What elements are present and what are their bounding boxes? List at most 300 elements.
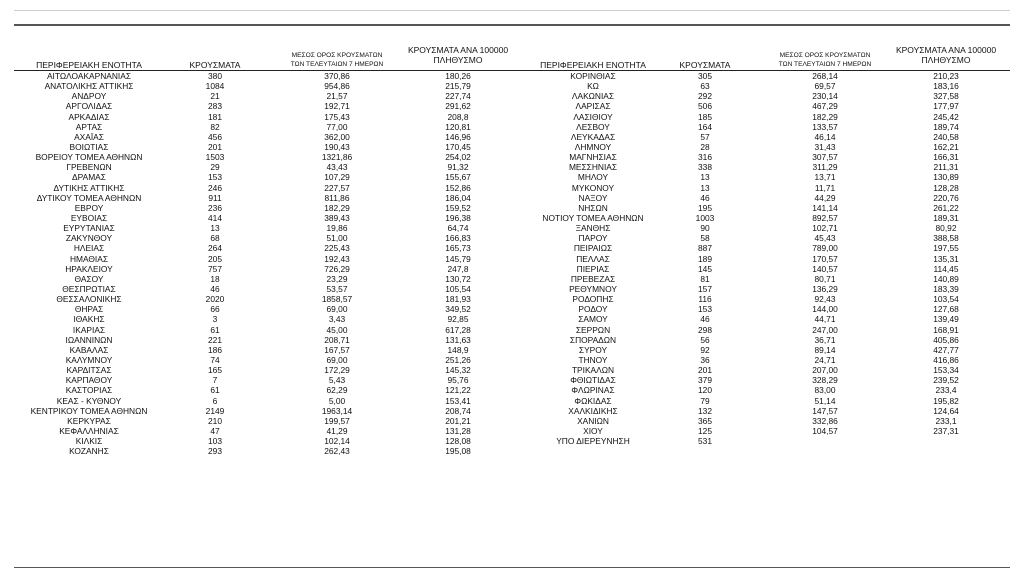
avg7-cell: 268,14 bbox=[812, 71, 838, 81]
region-cell: ΛΑΣΙΘΙΟΥ bbox=[573, 111, 613, 122]
per100k-cell: 130,72 bbox=[445, 273, 471, 284]
per100k-cell: 128,28 bbox=[933, 182, 959, 193]
left-header-avg7-line1: ΜΕΣΟΣ ΟΡΟΣ ΚΡΟΥΣΜΑΤΩΝ bbox=[291, 52, 383, 59]
table-row bbox=[0, 183, 1024, 193]
table-row bbox=[0, 81, 1024, 91]
left-header-avg7 bbox=[268, 51, 406, 69]
region-cell: ΚΟΡΙΝΘΙΑΣ bbox=[570, 71, 616, 81]
per100k-cell: 233,4 bbox=[935, 385, 957, 396]
region-cell: ΚΑΛΥΜΝΟΥ bbox=[65, 354, 113, 365]
table-row bbox=[0, 254, 1024, 264]
avg7-cell: 199,57 bbox=[324, 415, 350, 426]
cases-cell: 506 bbox=[698, 101, 712, 112]
avg7-cell: 5,43 bbox=[328, 375, 346, 386]
region-cell: ΦΩΚΙΔΑΣ bbox=[574, 395, 612, 406]
per100k-cell: 159,52 bbox=[445, 202, 471, 213]
cases-cell: 13 bbox=[700, 182, 710, 193]
cases-cell: 21 bbox=[210, 91, 220, 102]
per100k-cell: 233,1 bbox=[935, 415, 957, 426]
avg7-cell: 44,71 bbox=[814, 314, 836, 325]
per100k-cell: 201,21 bbox=[445, 415, 471, 426]
cases-cell: 145 bbox=[698, 263, 712, 274]
per100k-cell: 165,73 bbox=[445, 243, 471, 254]
region-cell: ΗΡΑΚΛΕΙΟΥ bbox=[65, 263, 113, 274]
cases-cell: 181 bbox=[208, 111, 222, 122]
region-cell: ΙΚΑΡΙΑΣ bbox=[72, 324, 106, 335]
avg7-cell: 328,29 bbox=[812, 375, 838, 386]
avg7-cell: 46,14 bbox=[814, 131, 836, 142]
per100k-cell: 220,76 bbox=[933, 192, 959, 203]
table-row bbox=[0, 396, 1024, 406]
per100k-cell: 189,31 bbox=[933, 212, 959, 223]
region-cell: ΧΑΝΙΩΝ bbox=[577, 415, 609, 426]
avg7-cell: 69,57 bbox=[814, 81, 836, 92]
cases-cell: 365 bbox=[698, 415, 712, 426]
cases-cell: 58 bbox=[700, 233, 710, 244]
avg7-cell: 21,57 bbox=[326, 91, 348, 102]
left-header-per100k-line1: ΚΡΟΥΣΜΑΤΑ ΑΝΑ 100000 bbox=[407, 45, 509, 55]
avg7-cell: 31,43 bbox=[814, 141, 836, 152]
region-cell: ΓΡΕΒΕΝΩΝ bbox=[66, 162, 112, 173]
per100k-cell: 261,22 bbox=[933, 202, 959, 213]
per100k-cell: 91,32 bbox=[447, 162, 469, 173]
region-cell: ΚΙΛΚΙΣ bbox=[75, 436, 103, 447]
avg7-cell: 41,29 bbox=[326, 425, 348, 436]
cases-cell: 7 bbox=[212, 375, 218, 386]
cases-cell: 164 bbox=[698, 121, 712, 132]
avg7-cell: 23,29 bbox=[326, 273, 348, 284]
cases-cell: 29 bbox=[210, 162, 220, 173]
right-table-body bbox=[0, 71, 1024, 446]
region-cell: ΜΕΣΣΗΝΙΑΣ bbox=[568, 162, 618, 173]
table-row bbox=[0, 152, 1024, 162]
avg7-cell: 182,29 bbox=[324, 202, 350, 213]
table-row bbox=[0, 203, 1024, 213]
cases-cell: 61 bbox=[210, 385, 220, 396]
per100k-cell: 186,04 bbox=[445, 192, 471, 203]
region-cell: ΑΝΔΡΟΥ bbox=[71, 91, 107, 102]
region-cell: ΑΧΑΪΑΣ bbox=[74, 131, 104, 142]
region-cell: ΤΡΙΚΑΛΩΝ bbox=[571, 365, 615, 376]
per100k-cell: 114,45 bbox=[933, 263, 959, 274]
table-row bbox=[0, 375, 1024, 385]
region-cell: ΛΕΥΚΑΔΑΣ bbox=[570, 131, 616, 142]
region-cell: ΔΥΤΙΚΗΣ ΑΤΤΙΚΗΣ bbox=[53, 182, 125, 193]
region-cell: ΚΟΖΑΝΗΣ bbox=[69, 446, 109, 457]
right-header-cases: ΚΡΟΥΣΜΑΤΑ bbox=[679, 60, 731, 70]
cases-cell: 887 bbox=[698, 243, 712, 254]
table-row bbox=[0, 193, 1024, 203]
table-row bbox=[0, 122, 1024, 132]
avg7-cell: 144,00 bbox=[812, 304, 838, 315]
table-row bbox=[0, 274, 1024, 284]
per100k-cell: 291,62 bbox=[445, 101, 471, 112]
per100k-cell: 170,45 bbox=[445, 141, 471, 152]
region-cell: ΠΡΕΒΕΖΑΣ bbox=[570, 273, 616, 284]
region-cell: ΘΑΣΟΥ bbox=[74, 273, 104, 284]
table-row bbox=[0, 304, 1024, 314]
avg7-cell: 227,57 bbox=[324, 182, 350, 193]
cases-cell: 46 bbox=[700, 314, 710, 325]
avg7-cell: 83,00 bbox=[814, 385, 836, 396]
cases-cell: 201 bbox=[208, 141, 222, 152]
per100k-cell: 166,31 bbox=[933, 152, 959, 163]
region-cell: ΡΟΔΟΠΗΣ bbox=[572, 294, 614, 305]
cases-cell: 757 bbox=[208, 263, 222, 274]
region-cell: ΠΑΡΟΥ bbox=[578, 233, 608, 244]
avg7-cell: 175,43 bbox=[324, 111, 350, 122]
cases-cell: 264 bbox=[208, 243, 222, 254]
table-row bbox=[0, 426, 1024, 436]
per100k-cell: 124,64 bbox=[933, 405, 959, 416]
cases-cell: 2020 bbox=[205, 294, 225, 305]
per100k-cell: 327,58 bbox=[933, 91, 959, 102]
avg7-cell: 102,14 bbox=[324, 436, 350, 447]
region-cell: ΘΕΣΠΡΩΤΙΑΣ bbox=[62, 283, 116, 294]
avg7-cell: 104,57 bbox=[812, 425, 838, 436]
table-row bbox=[0, 446, 520, 456]
region-cell: ΚΑΣΤΟΡΙΑΣ bbox=[65, 385, 113, 396]
per100k-cell: 146,96 bbox=[445, 131, 471, 142]
cases-cell: 205 bbox=[208, 253, 222, 264]
per100k-cell: 140,89 bbox=[933, 273, 959, 284]
per100k-cell: 168,91 bbox=[933, 324, 959, 335]
cases-cell: 1084 bbox=[205, 81, 225, 92]
region-cell: ΛΗΜΝΟΥ bbox=[574, 141, 612, 152]
per100k-cell: 211,31 bbox=[933, 162, 959, 173]
per100k-cell: 103,54 bbox=[933, 294, 959, 305]
per100k-cell: 181,93 bbox=[445, 294, 471, 305]
avg7-cell: 192,71 bbox=[324, 101, 350, 112]
table-row bbox=[0, 142, 1024, 152]
avg7-cell: 51,00 bbox=[326, 233, 348, 244]
avg7-cell: 62,29 bbox=[326, 385, 348, 396]
region-cell: ΠΕΛΛΑΣ bbox=[576, 253, 610, 264]
per100k-cell: 145,32 bbox=[445, 365, 471, 376]
region-cell: ΑΡΓΟΛΙΔΑΣ bbox=[65, 101, 113, 112]
top-rule-dark bbox=[14, 24, 1010, 26]
per100k-cell: 145,79 bbox=[445, 253, 471, 264]
right-header-per100k bbox=[882, 45, 1010, 65]
avg7-cell: 140,57 bbox=[812, 263, 838, 274]
table-row bbox=[0, 162, 1024, 172]
region-cell: ΛΑΚΩΝΙΑΣ bbox=[571, 91, 615, 102]
cases-cell: 316 bbox=[698, 152, 712, 163]
cases-cell: 90 bbox=[700, 223, 710, 234]
cases-cell: 2149 bbox=[205, 405, 225, 416]
cases-cell: 81 bbox=[700, 273, 710, 284]
avg7-cell: 811,86 bbox=[324, 192, 350, 203]
region-cell: ΧΙΟΥ bbox=[583, 425, 603, 436]
avg7-cell: 230,14 bbox=[812, 91, 838, 102]
cases-cell: 74 bbox=[210, 354, 220, 365]
per100k-cell: 120,81 bbox=[445, 121, 471, 132]
region-cell: ΠΕΙΡΑΙΩΣ bbox=[573, 243, 613, 254]
per100k-cell: 183,39 bbox=[933, 283, 959, 294]
per100k-cell: 210,23 bbox=[933, 71, 959, 81]
cases-cell: 292 bbox=[698, 91, 712, 102]
cases-cell: 153 bbox=[698, 304, 712, 315]
avg7-cell: 107,29 bbox=[324, 172, 350, 183]
avg7-cell: 13,71 bbox=[814, 172, 836, 183]
region-cell: ΠΙΕΡΙΑΣ bbox=[576, 263, 610, 274]
avg7-cell: 467,29 bbox=[812, 101, 838, 112]
region-cell: ΚΑΡΠΑΘΟΥ bbox=[65, 375, 113, 386]
region-cell: ΛΕΣΒΟΥ bbox=[576, 121, 610, 132]
region-cell: ΣΥΡΟΥ bbox=[578, 344, 608, 355]
avg7-cell: 311,29 bbox=[812, 162, 838, 173]
region-cell: ΒΟΡΕΙΟΥ ΤΟΜΕΑ ΑΘΗΝΩΝ bbox=[35, 152, 143, 163]
region-cell: ΚΕΦΑΛΛΗΝΙΑΣ bbox=[59, 425, 119, 436]
per100k-cell: 197,55 bbox=[933, 243, 959, 254]
region-cell: ΒΟΙΩΤΙΑΣ bbox=[69, 141, 109, 152]
avg7-cell: 43,43 bbox=[326, 162, 348, 173]
table-row bbox=[0, 314, 1024, 324]
per100k-cell: 105,54 bbox=[445, 283, 471, 294]
table-row bbox=[0, 436, 1024, 446]
avg7-cell: 136,29 bbox=[812, 283, 838, 294]
per100k-cell: 153,34 bbox=[933, 365, 959, 376]
avg7-cell: 133,57 bbox=[812, 121, 838, 132]
left-header-per100k bbox=[396, 45, 520, 65]
per100k-cell: 416,86 bbox=[933, 354, 959, 365]
cases-cell: 236 bbox=[208, 202, 222, 213]
avg7-cell: 389,43 bbox=[324, 212, 350, 223]
per100k-cell: 177,97 bbox=[933, 101, 959, 112]
per100k-cell: 80,92 bbox=[935, 223, 957, 234]
per100k-cell: 183,16 bbox=[933, 81, 959, 92]
per100k-cell: 162,21 bbox=[933, 141, 959, 152]
per100k-cell: 131,63 bbox=[445, 334, 471, 345]
per100k-cell: 195,08 bbox=[445, 446, 471, 457]
avg7-cell: 80,71 bbox=[814, 273, 836, 284]
avg7-cell: 182,29 bbox=[812, 111, 838, 122]
per100k-cell: 388,58 bbox=[933, 233, 959, 244]
cases-cell: 414 bbox=[208, 212, 222, 223]
cases-cell: 103 bbox=[208, 436, 222, 447]
table-row bbox=[0, 223, 1024, 233]
avg7-cell: 147,57 bbox=[812, 405, 838, 416]
cases-cell: 305 bbox=[698, 71, 712, 81]
cases-cell: 221 bbox=[208, 334, 222, 345]
table-row bbox=[0, 71, 1024, 81]
region-cell: ΔΡΑΜΑΣ bbox=[72, 172, 106, 183]
cases-cell: 82 bbox=[210, 121, 220, 132]
cases-cell: 165 bbox=[208, 365, 222, 376]
cases-cell: 92 bbox=[700, 344, 710, 355]
cases-cell: 61 bbox=[210, 324, 220, 335]
cases-cell: 293 bbox=[208, 446, 222, 457]
region-cell: ΧΑΛΚΙΔΙΚΗΣ bbox=[568, 405, 618, 416]
avg7-cell: 11,71 bbox=[814, 182, 836, 193]
per100k-cell: 195,82 bbox=[933, 395, 959, 406]
avg7-cell: 1321,86 bbox=[321, 152, 353, 163]
avg7-cell: 1963,14 bbox=[321, 405, 353, 416]
cases-cell: 380 bbox=[208, 71, 222, 81]
region-cell: ΕΥΒΟΙΑΣ bbox=[70, 212, 108, 223]
avg7-cell: 102,71 bbox=[812, 223, 838, 234]
cases-cell: 456 bbox=[208, 131, 222, 142]
region-cell: ΚΕΑΣ - ΚΥΘΝΟΥ bbox=[56, 395, 122, 406]
per100k-cell: 227,74 bbox=[445, 91, 471, 102]
region-cell: ΝΟΤΙΟΥ ΤΟΜΕΑ ΑΘΗΝΩΝ bbox=[542, 212, 644, 223]
table-row bbox=[0, 345, 1024, 355]
cases-cell: 28 bbox=[700, 141, 710, 152]
left-header-cases: ΚΡΟΥΣΜΑΤΑ bbox=[189, 60, 241, 70]
per100k-cell: 617,28 bbox=[445, 324, 471, 335]
region-cell: ΑΡΤΑΣ bbox=[75, 121, 103, 132]
table-row bbox=[0, 243, 1024, 253]
cases-cell: 298 bbox=[698, 324, 712, 335]
avg7-cell: 370,86 bbox=[324, 71, 350, 81]
avg7-cell: 167,57 bbox=[324, 344, 350, 355]
cases-cell: 379 bbox=[698, 375, 712, 386]
avg7-cell: 892,57 bbox=[812, 212, 838, 223]
left-header-avg7-line2: ΤΩΝ ΤΕΛΕΥΤΑΙΩΝ 7 ΗΜΕΡΩΝ bbox=[290, 61, 384, 68]
per100k-cell: 349,52 bbox=[445, 304, 471, 315]
cases-cell: 66 bbox=[210, 304, 220, 315]
cases-cell: 125 bbox=[698, 425, 712, 436]
table-row bbox=[0, 406, 1024, 416]
avg7-cell: 362,00 bbox=[324, 131, 350, 142]
per100k-cell: 237,31 bbox=[933, 425, 959, 436]
cases-cell: 116 bbox=[698, 294, 712, 305]
cases-cell: 57 bbox=[700, 131, 710, 142]
table-row bbox=[0, 385, 1024, 395]
avg7-cell: 1858,57 bbox=[321, 294, 353, 305]
cases-cell: 157 bbox=[698, 283, 712, 294]
per100k-cell: 148,9 bbox=[447, 344, 469, 355]
per100k-cell: 196,38 bbox=[445, 212, 471, 223]
per100k-cell: 254,02 bbox=[445, 152, 471, 163]
per100k-cell: 128,08 bbox=[445, 436, 471, 447]
region-cell: ΜΥΚΟΝΟΥ bbox=[571, 182, 615, 193]
table-row bbox=[0, 284, 1024, 294]
table-row bbox=[0, 416, 1024, 426]
cases-cell: 46 bbox=[210, 283, 220, 294]
avg7-cell: 45,00 bbox=[326, 324, 348, 335]
per100k-cell: 239,52 bbox=[933, 375, 959, 386]
table-row bbox=[0, 365, 1024, 375]
avg7-cell: 69,00 bbox=[326, 354, 348, 365]
region-cell: ΘΗΡΑΣ bbox=[74, 304, 104, 315]
left-header-per100k-line2: ΠΛΗΘΥΣΜΟ bbox=[433, 55, 483, 65]
cases-cell: 56 bbox=[700, 334, 710, 345]
avg7-cell: 141,14 bbox=[812, 202, 838, 213]
per100k-cell: 245,42 bbox=[933, 111, 959, 122]
per100k-cell: 208,74 bbox=[445, 405, 471, 416]
region-cell: ΥΠΟ ΔΙΕΡΕΥΝΗΣΗ bbox=[556, 436, 630, 447]
table-row bbox=[0, 132, 1024, 142]
cases-cell: 1503 bbox=[205, 152, 225, 163]
cases-cell: 246 bbox=[208, 182, 222, 193]
region-cell: ΕΥΡΥΤΑΝΙΑΣ bbox=[63, 223, 115, 234]
right-header-avg7-line2: ΤΩΝ ΤΕΛΕΥΤΑΙΩΝ 7 ΗΜΕΡΩΝ bbox=[778, 61, 872, 68]
left-header-region: ΠΕΡΙΦΕΡΕΙΑΚΗ ΕΝΟΤΗΤΑ bbox=[36, 60, 142, 70]
cases-cell: 18 bbox=[210, 273, 220, 284]
cases-cell: 195 bbox=[698, 202, 712, 213]
avg7-cell: 172,29 bbox=[324, 365, 350, 376]
region-cell: ΚΑΒΑΛΑΣ bbox=[69, 344, 109, 355]
avg7-cell: 45,43 bbox=[814, 233, 836, 244]
avg7-cell: 190,43 bbox=[324, 141, 350, 152]
region-cell: ΚΩ bbox=[587, 81, 599, 92]
cases-cell: 68 bbox=[210, 233, 220, 244]
avg7-cell: 170,57 bbox=[812, 253, 838, 264]
per100k-cell: 153,41 bbox=[445, 395, 471, 406]
cases-cell: 13 bbox=[700, 172, 710, 183]
region-cell: ΙΘΑΚΗΣ bbox=[73, 314, 105, 325]
cases-cell: 6 bbox=[212, 395, 218, 406]
avg7-cell: 207,00 bbox=[812, 365, 838, 376]
table-row bbox=[0, 335, 1024, 345]
avg7-cell: 954,86 bbox=[324, 81, 350, 92]
region-cell: ΤΗΝΟΥ bbox=[578, 354, 608, 365]
avg7-cell: 208,71 bbox=[324, 334, 350, 345]
region-cell: ΗΛΕΙΑΣ bbox=[73, 243, 105, 254]
region-cell: ΑΙΤΩΛΟΑΚΑΡΝΑΝΙΑΣ bbox=[46, 71, 132, 81]
top-rule-light bbox=[14, 10, 1010, 11]
per100k-cell: 131,28 bbox=[445, 425, 471, 436]
per100k-cell: 405,86 bbox=[933, 334, 959, 345]
per100k-cell: 208,8 bbox=[447, 111, 469, 122]
region-cell: ΦΘΙΩΤΙΔΑΣ bbox=[570, 375, 616, 386]
region-cell: ΣΠΟΡΑΔΩΝ bbox=[569, 334, 617, 345]
avg7-cell: 5,00 bbox=[328, 395, 346, 406]
region-cell: ΛΑΡΙΣΑΣ bbox=[575, 101, 611, 112]
cases-cell: 210 bbox=[208, 415, 222, 426]
region-cell: ΦΛΩΡΙΝΑΣ bbox=[571, 385, 615, 396]
cases-cell: 186 bbox=[208, 344, 222, 355]
per100k-cell: 427,77 bbox=[933, 344, 959, 355]
cases-cell: 46 bbox=[700, 192, 710, 203]
avg7-cell: 192,43 bbox=[324, 253, 350, 264]
avg7-cell: 726,29 bbox=[324, 263, 350, 274]
cases-cell: 120 bbox=[698, 385, 712, 396]
cases-cell: 283 bbox=[208, 101, 222, 112]
cases-cell: 13 bbox=[210, 223, 220, 234]
avg7-cell: 24,71 bbox=[814, 354, 836, 365]
per100k-cell: 127,68 bbox=[933, 304, 959, 315]
table-row bbox=[0, 294, 1024, 304]
avg7-cell: 51,14 bbox=[814, 395, 836, 406]
cases-cell: 531 bbox=[698, 436, 712, 447]
table-row bbox=[0, 213, 1024, 223]
per100k-cell: 130,89 bbox=[933, 172, 959, 183]
right-header-per100k-line2: ΠΛΗΘΥΣΜΟ bbox=[921, 55, 971, 65]
avg7-cell: 44,29 bbox=[814, 192, 836, 203]
right-header-avg7-line1: ΜΕΣΟΣ ΟΡΟΣ ΚΡΟΥΣΜΑΤΩΝ bbox=[779, 52, 871, 59]
region-cell: ΣΕΡΡΩΝ bbox=[575, 324, 611, 335]
cases-cell: 36 bbox=[700, 354, 710, 365]
avg7-cell: 92,43 bbox=[814, 294, 836, 305]
region-cell: ΚΑΡΔΙΤΣΑΣ bbox=[66, 365, 112, 376]
cases-cell: 47 bbox=[210, 425, 220, 436]
region-cell: ΣΑΜΟΥ bbox=[578, 314, 608, 325]
avg7-cell: 89,14 bbox=[814, 344, 836, 355]
cases-cell: 189 bbox=[698, 253, 712, 264]
avg7-cell: 36,71 bbox=[814, 334, 836, 345]
per100k-cell: 95,76 bbox=[447, 375, 469, 386]
region-cell: ΑΝΑΤΟΛΙΚΗΣ ΑΤΤΙΚΗΣ bbox=[44, 81, 134, 92]
avg7-cell: 53,57 bbox=[326, 283, 348, 294]
bottom-rule bbox=[14, 567, 1010, 568]
region-cell: ΜΗΛΟΥ bbox=[577, 172, 609, 183]
per100k-cell: 240,58 bbox=[933, 131, 959, 142]
avg7-cell: 789,00 bbox=[812, 243, 838, 254]
right-header-region: ΠΕΡΙΦΕΡΕΙΑΚΗ ΕΝΟΤΗΤΑ bbox=[540, 60, 646, 70]
region-cell: ΞΑΝΘΗΣ bbox=[575, 223, 611, 234]
